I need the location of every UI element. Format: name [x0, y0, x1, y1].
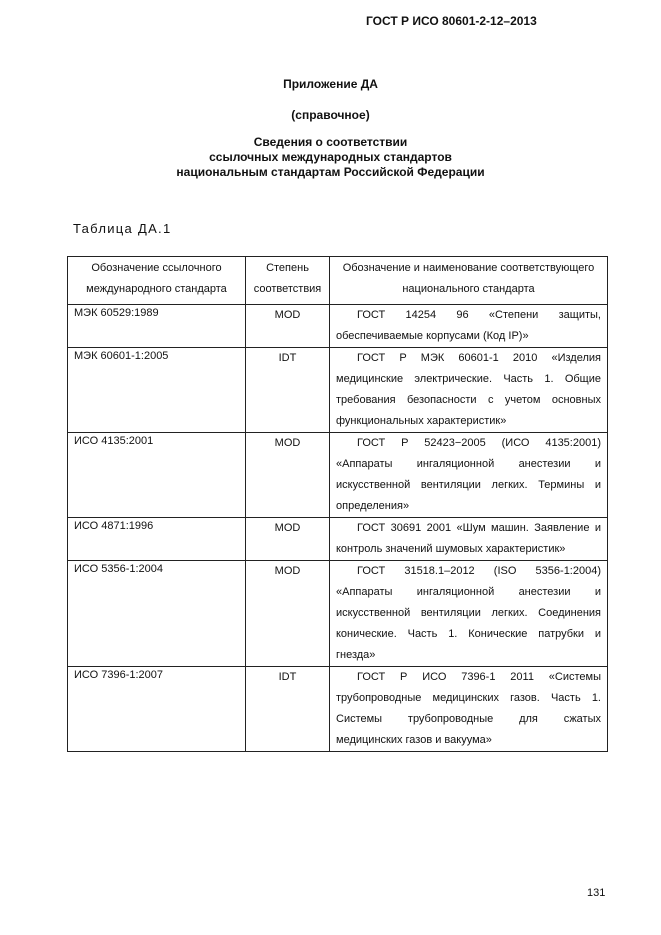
column-header-national-standard: Обозначение и наименование соответствующего национального стандарта — [330, 257, 608, 305]
table-row — [68, 348, 608, 433]
column-header-degree: Степень соответствия — [246, 257, 330, 305]
table-row — [68, 518, 608, 561]
column-header-international-standard: Обозначение ссылочного международного стандарта — [68, 257, 246, 305]
national-standard-cell: ГОСТ 31518.1–2012 (ISO 5356-1:2004) «Аппараты ингаляционной анестезии и искусственной вентиляции легких. Соединения конические. Часть 1. Конические патрубки и гнезда» — [330, 561, 608, 667]
table-row — [68, 561, 608, 667]
table-row — [68, 433, 608, 518]
national-standard-cell: ГОСТ Р МЭК 60601-1 2010 «Изделия медицинские электрические. Часть 1. Общие требования безопасности с учетом основных функциональных характеристик» — [330, 348, 608, 433]
table-caption: Таблица ДА.1 — [73, 221, 172, 236]
document-code-header: ГОСТ Р ИСО 80601-2-12–2013 — [366, 14, 537, 28]
annex-heading — [0, 135, 661, 180]
annex-heading-line: ссылочных международных стандартов — [209, 150, 452, 164]
international-standard-cell: МЭК 60601-1:2005 — [68, 348, 246, 433]
page-number: 131 — [587, 887, 606, 899]
national-standard-cell: ГОСТ 30691 2001 «Шум машин. Заявление и контроль значений шумовых характеристик» — [330, 518, 608, 561]
international-standard-cell: ИСО 7396-1:2007 — [68, 667, 246, 752]
annex-title: Приложение ДА — [283, 77, 378, 91]
degree-cell: MOD — [246, 561, 330, 667]
table-header-row — [68, 257, 608, 305]
international-standard-cell: ИСО 4135:2001 — [68, 433, 246, 518]
international-standard-cell: ИСО 5356-1:2004 — [68, 561, 246, 667]
degree-cell: MOD — [246, 305, 330, 348]
annex-heading-line: Сведения о соответствии — [253, 135, 408, 149]
annex-subtitle: (справочное) — [291, 108, 370, 122]
international-standard-cell: МЭК 60529:1989 — [68, 305, 246, 348]
table-row — [68, 305, 608, 348]
degree-cell: MOD — [246, 518, 330, 561]
national-standard-cell: ГОСТ Р 52423−2005 (ИСО 4135:2001) «Аппараты ингаляционной анестезии и искусственной вентиляции легких. Термины и определения» — [330, 433, 608, 518]
standards-correspondence-table — [67, 256, 608, 752]
international-standard-cell: ИСО 4871:1996 — [68, 518, 246, 561]
degree-cell: MOD — [246, 433, 330, 518]
table-row — [68, 667, 608, 752]
degree-cell: IDT — [246, 667, 330, 752]
degree-cell: IDT — [246, 348, 330, 433]
annex-heading-line: национальным стандартам Российской Федерации — [176, 165, 485, 179]
national-standard-cell: ГОСТ Р ИСО 7396-1 2011 «Системы трубопроводные медицинских газов. Часть 1. Системы трубопроводные для сжатых медицинских газов и вакуума» — [330, 667, 608, 752]
national-standard-cell: ГОСТ 14254 96 «Степени защиты, обеспечиваемые корпусами (Код IP)» — [330, 305, 608, 348]
